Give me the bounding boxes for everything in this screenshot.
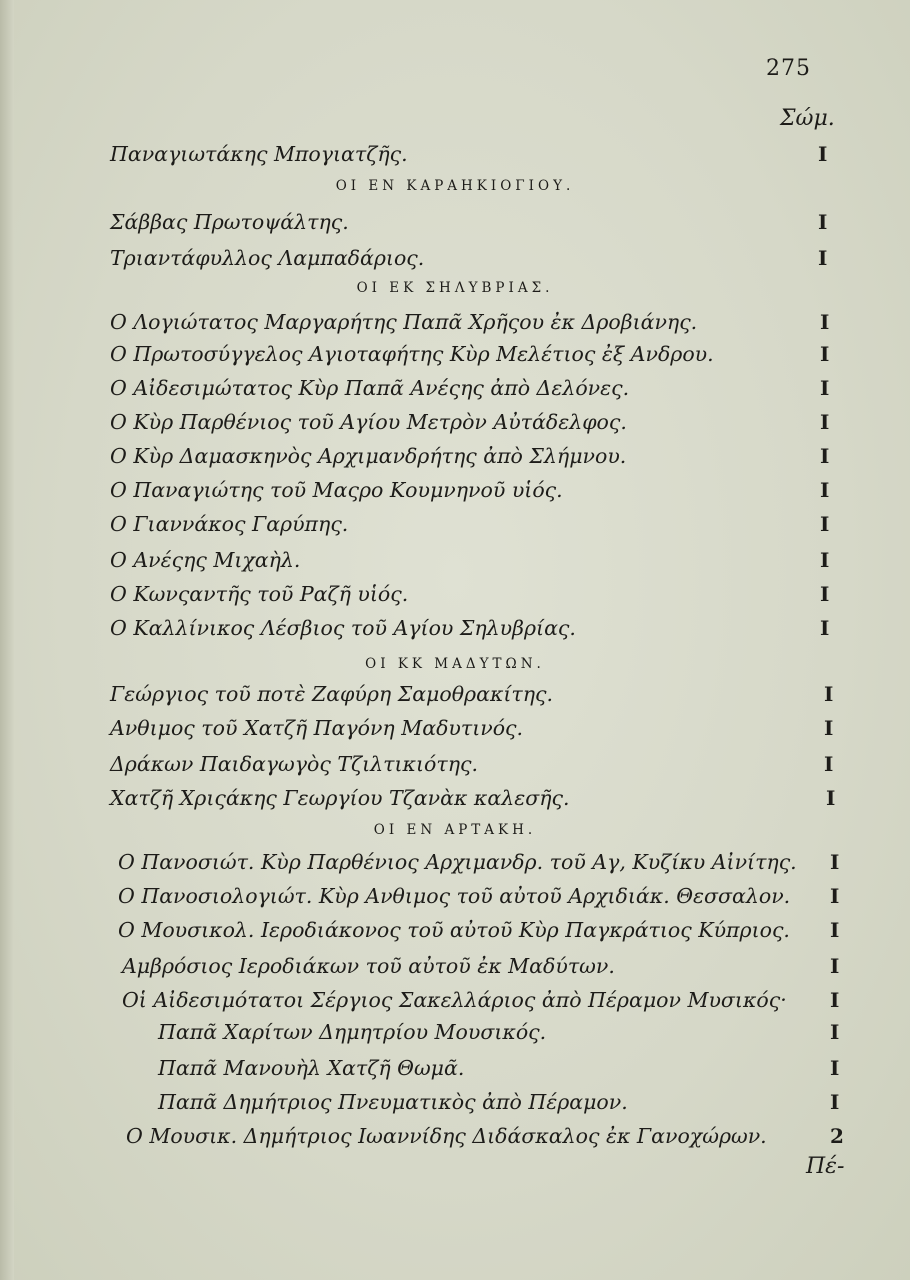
entry-name: Ο Κωνςαντῆς τοῦ Ραζῆ υἱός. — [110, 582, 409, 606]
entry-count: I — [820, 444, 830, 468]
entry-name: Ανθιμος τοῦ Χατζῆ Παγόνη Μαδυτινός. — [110, 716, 524, 740]
list-item — [0, 752, 910, 782]
entry-count: I — [830, 954, 840, 978]
list-item — [0, 478, 910, 508]
entry-name: Αμβρόσιος Ιεροδιάκων τοῦ αὐτοῦ ἐκ Μαδύτων. — [122, 954, 615, 978]
entry-name: Ο Μουσικολ. Ιεροδιάκονος τοῦ αὐτοῦ Κὺρ Παγκράτιος Κύπριος. — [118, 918, 790, 942]
list-item — [0, 954, 910, 984]
entry-count: I — [820, 376, 830, 400]
entry-count: I — [820, 512, 830, 536]
entry-count: I — [830, 1020, 840, 1044]
entry-name: Ο Πρωτοσύγγελος Αγιοταφήτης Κὺρ Μελέτιος ἐξ Ανδρου. — [110, 342, 714, 366]
entry-name: Παπᾶ Χαρίτων Δημητρίου Μουσικός. — [158, 1020, 547, 1044]
list-item — [0, 444, 910, 474]
entry-count: I — [820, 478, 830, 502]
column-header: Σώμ. — [780, 106, 835, 131]
entry-count: 2 — [830, 1124, 844, 1148]
list-item — [0, 210, 910, 240]
list-item — [0, 682, 910, 712]
list-item — [0, 1020, 910, 1050]
list-item — [0, 716, 910, 746]
list-item — [0, 512, 910, 542]
entry-name: Παπᾶ Δημήτριος Πνευματικὸς ἀπὸ Πέραμον. — [158, 1090, 628, 1114]
entry-name: Ο Ανέςης Μιχαὴλ. — [110, 548, 301, 572]
entry-name: Ο Γιαννάκος Γαρύπης. — [110, 512, 349, 536]
entry-count: I — [830, 850, 840, 874]
entry-name: Γεώργιος τοῦ ποτὲ Ζαφύρη Σαμοθρακίτης. — [110, 682, 554, 706]
page-number: 275 — [766, 56, 811, 81]
entry-count: I — [820, 342, 830, 366]
entry-count: I — [830, 884, 840, 908]
list-item — [0, 582, 910, 612]
entry-name: Ο Καλλίνικος Λέσβιος τοῦ Αγίου Σηλυβρίας. — [110, 616, 576, 640]
entry-name: Ο Λογιώτατος Μαργαρήτης Παπᾶ Χρῆςου ἐκ Δροβιάνης. — [110, 310, 698, 334]
entry-name: Ο Παναγιώτης τοῦ Μαςρο Κουμνηνοῦ υἱός. — [110, 478, 563, 502]
section-heading: ΟΙ ΕΝ ΚΑΡΑΗΚΙΟΓΙΟΥ. — [335, 178, 575, 194]
list-item — [0, 1056, 910, 1086]
entry-count: I — [824, 682, 834, 706]
list-item — [0, 850, 910, 880]
entry-name: Τριαντάφυλλος Λαμπαδάριος. — [110, 246, 425, 270]
entry-count: I — [824, 716, 834, 740]
entry-count: I — [826, 786, 836, 810]
list-item — [0, 918, 910, 948]
list-item — [0, 786, 910, 816]
entry-count: I — [830, 1090, 840, 1114]
catchword: Πέ- — [806, 1154, 845, 1179]
entry-name: Ο Μουσικ. Δημήτριος Ιωαννίδης Διδάσκαλος ἐκ Γανοχώρων. — [126, 1124, 767, 1148]
entry-count: I — [820, 582, 830, 606]
list-item — [0, 616, 910, 646]
list-item — [0, 142, 910, 172]
entry-name: Ο Αἰδεσιμώτατος Κὺρ Παπᾶ Ανέςης ἀπὸ Δελόνες. — [110, 376, 630, 400]
entry-count: I — [820, 548, 830, 572]
entry-count: I — [820, 616, 830, 640]
entry-count: I — [830, 1056, 840, 1080]
entry-name: Οἱ Αἰδεσιμότατοι Σέργιος Σακελλάριος ἀπὸ Πέραμον Μυσικός· — [122, 988, 787, 1012]
entry-count: I — [830, 918, 840, 942]
entry-count: I — [824, 752, 834, 776]
list-item — [0, 310, 910, 340]
section-heading: ΟΙ ΕΝ ΑΡΤΑΚΗ. — [373, 822, 537, 838]
list-item — [0, 1124, 910, 1154]
entry-name: Ο Κὺρ Παρθένιος τοῦ Αγίου Μετρὸν Αὐτάδελφος. — [110, 410, 627, 434]
entry-count: I — [830, 988, 840, 1012]
entry-name: Δράκων Παιδαγωγὸς Τζιλτικιότης. — [110, 752, 478, 776]
entry-name: Σάββας Πρωτοψάλτης. — [110, 210, 349, 234]
entry-count: I — [820, 310, 830, 334]
entry-name: Ο Πανοσιολογιώτ. Κὺρ Ανθιμος τοῦ αὐτοῦ Αρχιδιάκ. Θεσσαλον. — [118, 884, 791, 908]
entry-name: Ο Πανοσιώτ. Κὺρ Παρθένιος Αρχιμανδρ. τοῦ Αγ, Κυζίκυ Αἰνίτης. — [118, 850, 797, 874]
entry-count: I — [818, 142, 828, 166]
entry-name: Ο Κὺρ Δαμασκηνὸς Αρχιμανδρήτης ἀπὸ Σλήμνου. — [110, 444, 627, 468]
list-item — [0, 376, 910, 406]
list-item — [0, 548, 910, 578]
entry-count: I — [818, 210, 828, 234]
entry-name: Παναγιωτάκης Μπογιατζῆς. — [110, 142, 408, 166]
entry-count: I — [820, 410, 830, 434]
section-heading: ΟΙ ΚΚ ΜΑΔΥΤΩΝ. — [365, 656, 545, 672]
list-item — [0, 884, 910, 914]
entry-name: Χατζῆ Χριςάκης Γεωργίου Τζανὰκ καλεσῆς. — [110, 786, 570, 810]
list-item — [0, 410, 910, 440]
list-item — [0, 1090, 910, 1120]
entry-name: Παπᾶ Μανουὴλ Χατζῆ Θωμᾶ. — [158, 1056, 465, 1080]
list-item — [0, 342, 910, 372]
list-item — [0, 246, 910, 276]
list-item — [0, 988, 910, 1018]
section-heading: ΟΙ ΕΚ ΣΗΛΥΒΡΙΑΣ. — [356, 280, 554, 296]
entry-count: I — [818, 246, 828, 270]
